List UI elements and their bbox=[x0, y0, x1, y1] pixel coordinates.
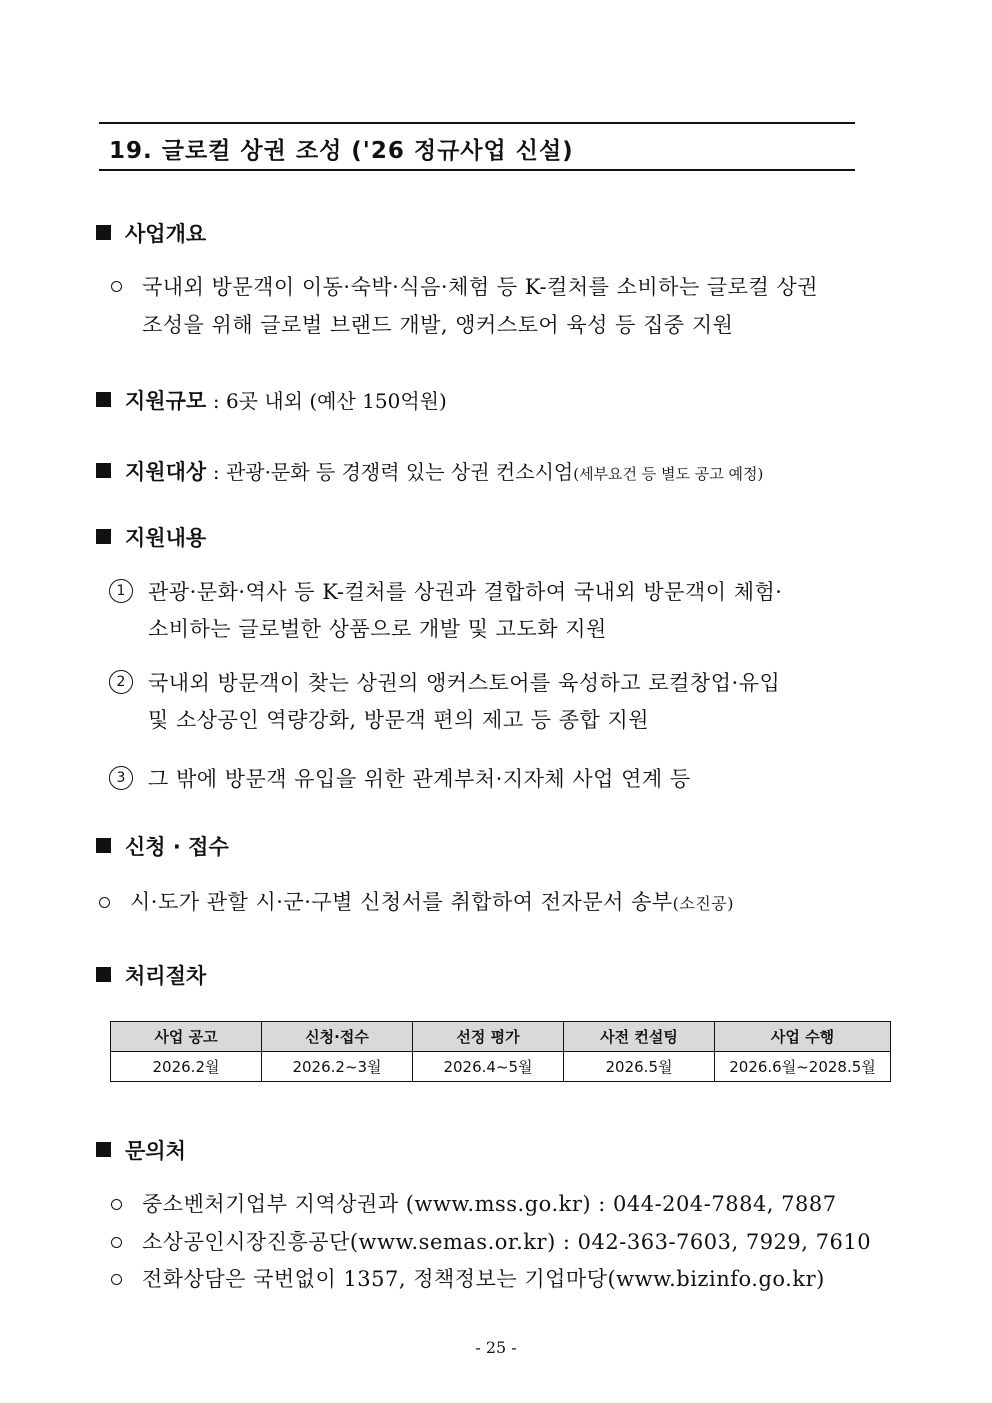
content-item-2-line-1: 국내외 방문객이 찾는 상권의 앵커스토어를 육성하고 로컬창업·유입 bbox=[148, 671, 781, 695]
overview-line-2: 조성을 위해 글로벌 브랜드 개발, 앵커스토어 육성 등 집중 지원 bbox=[142, 313, 734, 337]
application-line: 시·도가 관할 시·군·구별 신청서를 취합하여 전자문서 송부(소진공) bbox=[130, 890, 735, 914]
scale-row bbox=[96, 385, 447, 415]
contact-line-3: 전화상담은 국번없이 1357, 정책정보는 기업마당(www.bizinfo.go.kr) bbox=[142, 1267, 825, 1291]
procedure-heading: 처리절차 bbox=[96, 960, 206, 990]
square-bullet-icon bbox=[96, 225, 111, 240]
target-value: : 관광·문화 등 경쟁력 있는 상권 컨소시엄 bbox=[212, 460, 574, 484]
content-item-1-line-1: 관광·문화·역사 등 K-컬처를 상권과 결합하여 국내외 방문객이 체험· bbox=[148, 580, 783, 604]
target-heading: 지원대상 bbox=[125, 460, 207, 484]
square-bullet-icon bbox=[96, 529, 111, 544]
square-bullet-icon bbox=[96, 1142, 111, 1157]
procedure-value-cell: 2026.4~5월 bbox=[413, 1052, 564, 1082]
content-item-2-line-2: 및 소상공인 역량강화, 방문객 편의 제고 등 종합 지원 bbox=[148, 708, 650, 732]
circle-bullet-icon bbox=[99, 897, 110, 908]
circle-bullet-icon bbox=[111, 1274, 122, 1285]
circle-bullet-icon bbox=[111, 1199, 122, 1210]
scale-heading: 지원규모 bbox=[125, 389, 207, 413]
application-note: (소진공) bbox=[672, 894, 735, 913]
procedure-header-row bbox=[111, 1022, 891, 1052]
square-bullet-icon bbox=[96, 838, 111, 853]
page-number: - 25 - bbox=[475, 1338, 517, 1357]
procedure-header-cell: 선정 평가 bbox=[413, 1022, 564, 1052]
section-title: 19. 글로컬 상권 조성 ('26 정규사업 신설) bbox=[109, 138, 574, 164]
procedure-header-cell: 사업 공고 bbox=[111, 1022, 262, 1052]
scale-value: : 6곳 내외 (예산 150억원) bbox=[212, 389, 447, 413]
contact-heading: 문의처 bbox=[96, 1135, 186, 1165]
content-item-3-line-1: 그 밖에 방문객 유입을 위한 관계부처·지자체 사업 연계 등 bbox=[148, 767, 691, 791]
target-row bbox=[96, 456, 763, 486]
procedure-value-row bbox=[111, 1052, 891, 1082]
contact-line-2: 소상공인시장진흥공단(www.semas.or.kr) : 042-363-7603, 7929, 7610 bbox=[142, 1230, 872, 1254]
content-item-1-line-2: 소비하는 글로벌한 상품으로 개발 및 고도화 지원 bbox=[148, 617, 607, 641]
section-title-box bbox=[99, 122, 855, 171]
application-heading: 신청 · 접수 bbox=[96, 831, 229, 861]
procedure-value-cell: 2026.2월 bbox=[111, 1052, 262, 1082]
circle-bullet-icon bbox=[111, 281, 122, 292]
circle-bullet-icon bbox=[111, 1237, 122, 1248]
overview-heading: 사업개요 bbox=[96, 218, 206, 248]
target-note: (세부요건 등 별도 공고 예정) bbox=[573, 465, 764, 483]
number-circle-icon: 3 bbox=[109, 766, 133, 790]
content-heading: 지원내용 bbox=[96, 522, 206, 552]
procedure-value-cell: 2026.6월~2028.5월 bbox=[715, 1052, 891, 1082]
procedure-header-cell: 신청·접수 bbox=[262, 1022, 413, 1052]
procedure-value-cell: 2026.5월 bbox=[564, 1052, 715, 1082]
number-circle-icon: 2 bbox=[109, 670, 133, 694]
square-bullet-icon bbox=[96, 967, 111, 982]
contact-line-1: 중소벤처기업부 지역상권과 (www.mss.go.kr) : 044-204-7884, 7887 bbox=[142, 1192, 837, 1216]
procedure-header-cell: 사전 컨설팅 bbox=[564, 1022, 715, 1052]
number-circle-icon: 1 bbox=[109, 579, 133, 603]
procedure-header-cell: 사업 수행 bbox=[715, 1022, 891, 1052]
square-bullet-icon bbox=[96, 392, 111, 407]
procedure-table bbox=[110, 1021, 891, 1082]
procedure-value-cell: 2026.2~3월 bbox=[262, 1052, 413, 1082]
square-bullet-icon bbox=[96, 463, 111, 478]
overview-line-1: 국내외 방문객이 이동·숙박·식음·체험 등 K-컬처를 소비하는 글로컬 상권 bbox=[142, 275, 819, 299]
